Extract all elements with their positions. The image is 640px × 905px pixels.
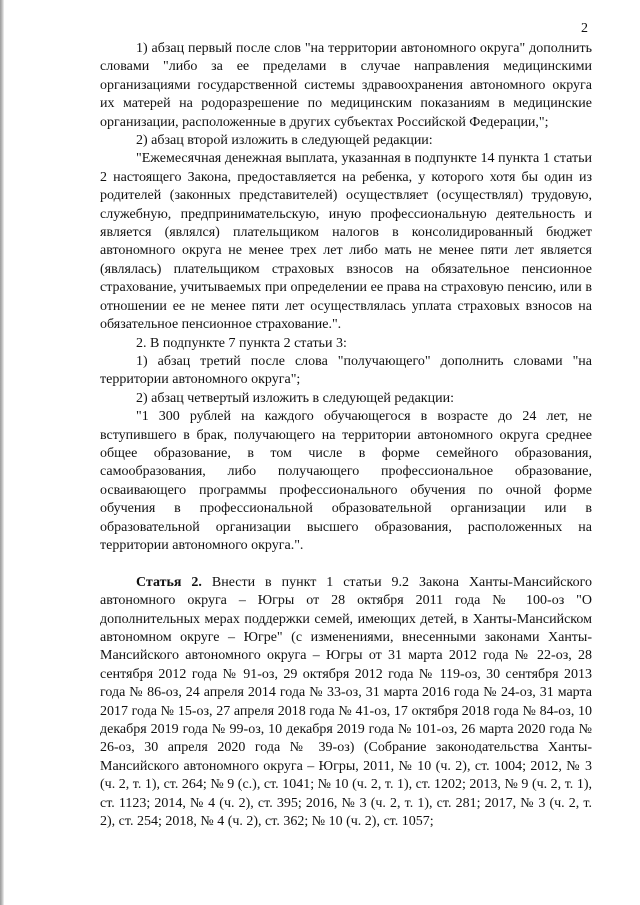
paragraph-2: 2) абзац второй изложить в следующей редакции: (136, 133, 433, 149)
scan-edge (0, 0, 4, 905)
paragraph-5: 1) абзац третий после слова "получающего" дополнить словами "на территории автономного округа"; (100, 353, 592, 388)
paragraph-6: 2) абзац четвертый изложить в следующей редакции: (136, 390, 454, 406)
page-number: 2 (581, 21, 588, 36)
document-body (100, 40, 592, 831)
article-2-paragraph (100, 574, 592, 832)
paragraph-3: "Ежемесячная денежная выплата, указанная в подпункте 14 пункта 1 статьи 2 настоящего Закона, предоставляется на ребенка, у которого хотя бы один из родителей (законных представителей) осуществляет (осуществлял) трудовую, служебную, предпринимательскую, иную профессиональную деятельность и является (являлся) плательщиком налогов в консолидированный бюджет автономного округа не менее трех лет либо мать не менее пяти лет является (являлась) плательщиком страховых взносов на обязательное пенсионное страхование, учитываемых при определении ее права на страховую пенсию, или в отношении ее не менее пяти лет осуществлялась уплата страховых взносов на обязательное пенсионное страхование.". (100, 151, 592, 333)
article-2-label: Статья 2. (136, 574, 202, 590)
paragraph-7: "1 300 рублей на каждого обучающегося в возрасте до 24 лет, не вступившего в брак, получающего на территории автономного округа среднее общее образование, в том числе в форме семейного образования, самообразования, либо получающего профессиональное образование, осваивающего программы профессионального обучения по очной форме обучения в профессиональной образовательной организации или в образовательной организации высшего образования, расположенных на территории автономного округа.". (100, 409, 592, 553)
article-2-text: Внести в пункт 1 статьи 9.2 Закона Ханты-Мансийского автономного округа – Югры от 28 октября 2011 года № 100-оз "О дополнительных мерах поддержки семей, имеющих детей, в Ханты-Мансийском автономном округе – Югре" (с изменениями, внесенными законами Ханты-Мансийского автономного округа – Югры от 31 марта 2012 года № 22-оз, 28 сентября 2012 года № 91-оз, 29 октября 2012 года № 119-оз, 30 сентября 2013 года № 86-оз, 24 апреля 2014 года № 33-оз, 31 марта 2016 года № 24-оз, 31 марта 2017 года № 15-оз, 27 апреля 2018 года № 41-оз, 17 октября 2018 года № 84-оз, 10 декабря 2019 года № 99-оз, 10 декабря 2019 года № 101-оз, 26 марта 2020 года № 26-оз, 30 апреля 2020 года № 39-оз) (Собрание законодательства Ханты-Мансийского автономного округа – Югры, 2011, № 10 (ч. 2), ст. 1004; 2012, № 3 (ч. 2, т. 1), ст. 264; № 9 (с.), ст. 1041; № 10 (ч. 2, т. 1), ст. 1202; 2013, № 9 (ч. 2, т. 1), ст. 1123; 2014, № 4 (ч. 2), ст. 395; 2016, № 3 (ч. 2, т. 1), ст. 281; 2017, № 3 (ч. 2, т. 2), ст. 254; 2018, № 4 (ч. 2), ст. 362; № 10 (ч. 2), ст. 1057; (100, 574, 592, 830)
paragraph-4: 2. В подпункте 7 пункта 2 статьи 3: (136, 335, 347, 351)
paragraph-1: 1) абзац первый после слов "на территории автономного округа" дополнить словами "либо за ее пределами в случае направления медицинскими организациями государственной системы здравоохранения автономного округа их матерей на родоразрешение по медицинским показаниям в медицинские организации, расположенные в других субъектах Российской Федерации,"; (100, 41, 592, 130)
